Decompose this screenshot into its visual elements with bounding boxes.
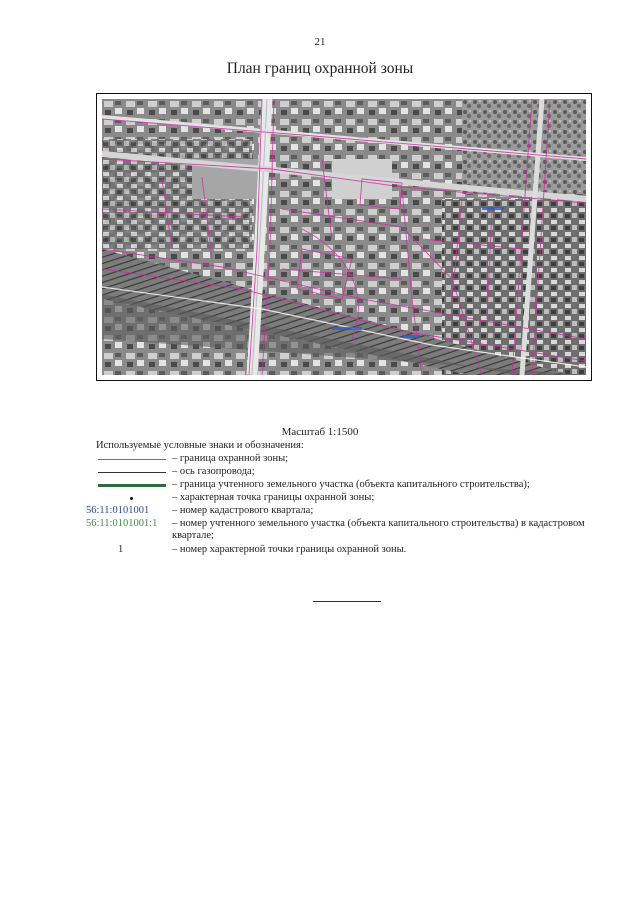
green-line-symbol bbox=[96, 479, 168, 491]
end-separator-line bbox=[313, 601, 381, 602]
legend-text: – номер учтенного земельного участка (объекта капитального строительства) в кадастровом квартале; bbox=[172, 518, 585, 541]
map-image bbox=[102, 99, 586, 375]
legend-text: – характерная точка границы охранной зоны; bbox=[172, 492, 375, 503]
cadastral-code-sample: 56:11:0101001 bbox=[86, 505, 150, 516]
legend-text: – граница охранной зоны; bbox=[172, 453, 289, 464]
scale-label: Масштаб 1:1500 bbox=[281, 426, 359, 438]
dot-symbol bbox=[96, 492, 168, 504]
legend-text: – ось газопровода; bbox=[172, 466, 255, 477]
black-line-symbol bbox=[96, 466, 168, 478]
page-number: 21 bbox=[314, 36, 326, 48]
legend-text: – граница учтенного земельного участка (объекта капитального строительства); bbox=[172, 479, 530, 490]
page-title: План границ охранной зоны bbox=[226, 60, 414, 77]
red-line-symbol bbox=[96, 453, 168, 465]
legend-text: – номер кадастрового квартала; bbox=[172, 505, 314, 516]
aerial-map bbox=[96, 93, 592, 381]
legend-text: – номер характерной точки границы охранной зоны. bbox=[172, 544, 407, 555]
point-number-sample: 1 bbox=[118, 544, 124, 555]
parcel-code-sample: 56:11:0101001:1 bbox=[86, 518, 158, 529]
legend-heading: Используемые условные знаки и обозначения: bbox=[96, 440, 304, 451]
